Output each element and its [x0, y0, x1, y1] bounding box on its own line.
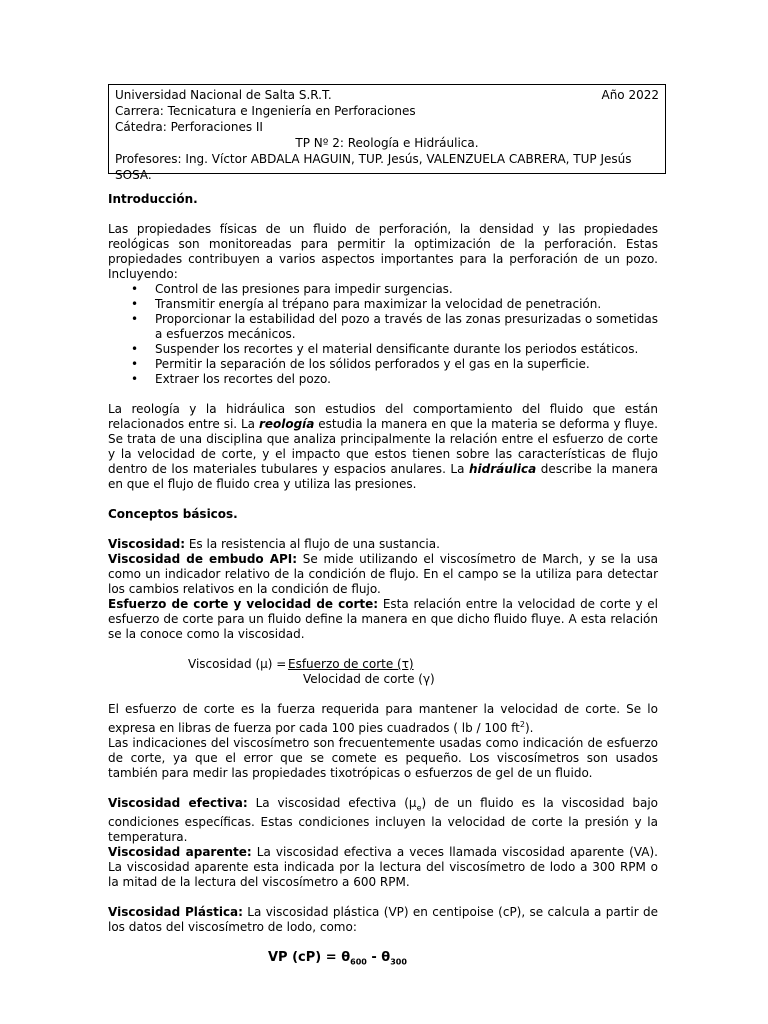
intro-bullet-list [108, 282, 658, 387]
university-name: Universidad Nacional de Salta S.R.T. [115, 88, 332, 102]
formula-lhs: Viscosidad (μ) = [188, 657, 287, 671]
career-line: Carrera: Tecnicatura e Ingeniería en Perforaciones [115, 104, 416, 118]
apparent-viscosity-definition: Viscosidad aparente: La viscosidad efectiva a veces llamada viscosidad aparente (VA). La viscosidad aparente esta indicada por la lectura del viscosímetro de lodo a 300 RPM o la mitad de la lectura del viscosímetro a 600 RPM. [108, 845, 658, 890]
intro-paragraph: Las propiedades físicas de un fluido de perforación, la densidad y las propiedades reológicas son monitoreadas para permitir la optimización de la perforación. Estas propiedades contribuyen a varios aspectos importantes para la perforación de un pozo. Incluyendo: [108, 222, 658, 281]
list-item: • Extraer los recortes del pozo. [108, 372, 658, 387]
keyword-hidraulica: hidráulica [469, 462, 537, 476]
list-item: • Transmitir energía al trépano para maximizar la velocidad de penetración. [108, 297, 658, 312]
keyword-reologia: reología [258, 417, 315, 431]
viscosity-definition: Viscosidad: Es la resistencia al flujo de una sustancia. [108, 537, 440, 551]
concepts-title: Conceptos básicos. [108, 507, 238, 521]
list-item: • Permitir la separación de los sólidos perforados y el gas en la superficie. [108, 357, 658, 372]
effective-viscosity-definition: Viscosidad efectiva: La viscosidad efectiva $(\mu_e)$ de un fluido es la viscosidad bajo condiciones específicas. Estas condiciones incluyen la velocidad de corte la presión y la temperatura. [108, 796, 658, 845]
header-box [108, 84, 666, 182]
api-funnel-definition: Viscosidad de embudo API: Se mide utilizando el viscosímetro de March, y se la usa como un indicador relativo de la condición de flujo. En el campo se la utiliza para detectar los cambios relativos en la condición de flujo. [108, 552, 658, 596]
formula-numerator: Esfuerzo de corte (τ) [288, 657, 414, 671]
list-item: • Suspender los recortes y el material densificante durante los periodos estáticos. [108, 342, 658, 357]
header-row-1 [115, 87, 659, 103]
formula-denominator: Velocidad de corte (γ) [303, 672, 435, 686]
list-item: • Proporcionar la estabilidad del pozo a través de las zonas presurizadas o sometidas a esfuerzos mecánicos. [108, 312, 658, 342]
plastic-viscosity-formula: VP $(cP) = \theta_{600} - \theta_{300}$ [268, 950, 407, 967]
professors-line: Profesores: Ing. Víctor ABDALA HAGUIN, TUP. Jesús, VALENZUELA CABRERA, TUP Jesús SOSA. [115, 152, 632, 182]
chair-line: Cátedra: Perforaciones II [115, 120, 263, 134]
viscometer-paragraph: Las indicaciones del viscosímetro son frecuentemente usadas como indicación de esfuerzo de corte, ya que el error que se comete es pequeño. Los viscosímetros son usados también para medir las propiedades tixotrópicas o esfuerzos de gel de un fluido. [108, 736, 658, 780]
viscosity-formula [108, 657, 658, 687]
rheology-paragraph: La reología y la hidráulica son estudios del comportamiento del fluido que están relacionados entre si. La reología estudia la manera en que la materia se deforma y fluye. Se trata de una disciplina que analiza principalmente la relación entre el esfuerzo de corte y la velocidad de corte, y el impacto que estos tienen sobre las características de flujo dentro de los materiales tubulares y espacios anulares. La hidráulica describe la manera en que el flujo de fluido crea y utiliza las presiones. [108, 402, 658, 491]
list-item: • Control de las presiones para impedir surgencias. [108, 282, 658, 297]
tp-title: TP Nº 2: Reología e Hidráulica. [295, 136, 479, 150]
shear-stress-paragraph: El esfuerzo de corte es la fuerza requerida para mantener la velocidad de corte. Se lo expresa en libras de fuerza por cada 100 pies cuadrados ( lb / 100 $ft^2$). [108, 702, 658, 735]
plastic-viscosity-definition: Viscosidad Plástica: La viscosidad plástica (VP) en centipoise (cP), se calcula a partir de los datos del viscosímetro de lodo, como: [108, 905, 658, 935]
document-body [108, 192, 658, 970]
intro-title: Introducción. [108, 192, 198, 206]
year-label: Año 2022 [601, 88, 659, 102]
shear-definition: Esfuerzo de corte y velocidad de corte: Esta relación entre la velocidad de corte y el esfuerzo de corte para un fluido define la manera en que dicho fluido fluye. A esta relación se la conoce como la viscosidad. [108, 597, 659, 641]
